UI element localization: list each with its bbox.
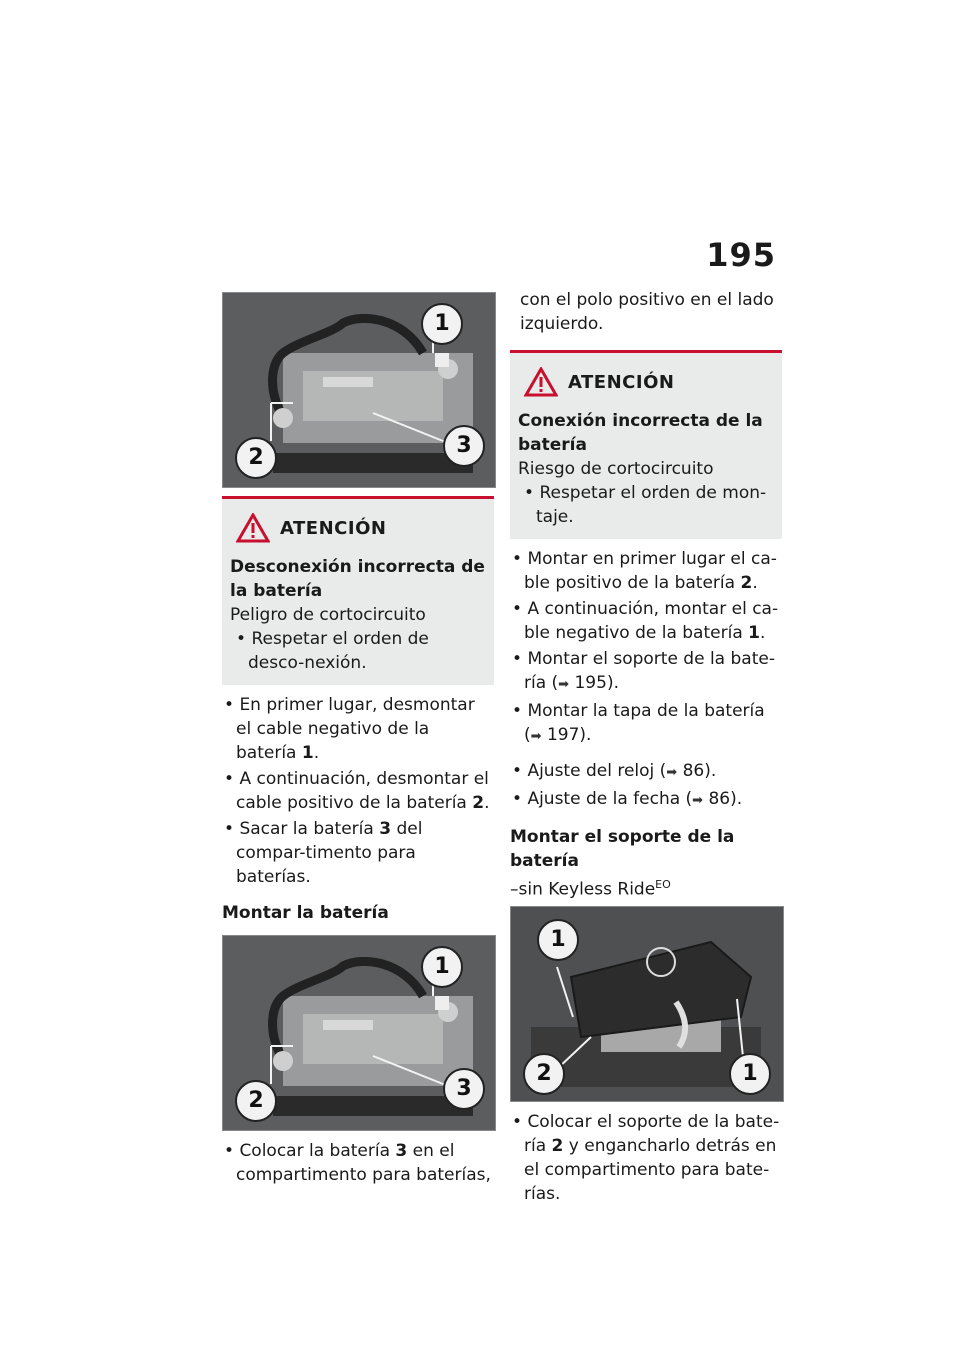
arrow-right-icon: ➡ xyxy=(666,765,678,780)
callout-2: 2 xyxy=(235,437,277,479)
list-item: • Montar el soporte de la bate-ría (➡ 195). xyxy=(512,649,775,693)
callout-1: 1 xyxy=(537,919,579,961)
page-ref[interactable]: 86 xyxy=(708,789,731,809)
warning-title: ATENCIÓN xyxy=(568,371,675,393)
warning-subtitle: Desconexión incorrecta de la batería xyxy=(230,557,485,601)
warning-triangle-icon xyxy=(236,513,270,543)
list-item: • A continuación, montar el ca-ble negativo de la batería 1. xyxy=(512,599,779,643)
page-ref[interactable]: 86 xyxy=(682,761,705,781)
warning-bullet: • Respetar el orden de mon-taje. xyxy=(524,483,767,527)
page-number: 195 xyxy=(706,236,776,274)
arrow-right-icon: ➡ xyxy=(530,729,542,744)
callout-1: 1 xyxy=(421,303,463,345)
list-item: • En primer lugar, desmontar el cable negativo de la batería 1. xyxy=(224,695,475,763)
variant-label: –sin Keyless Ride$^{EO}$ xyxy=(510,878,671,900)
continuation-text: con el polo positivo en el lado izquierdo. xyxy=(520,290,774,334)
right-column xyxy=(510,288,782,1206)
warning-bullet: • Respetar el orden de desco-nexión. xyxy=(236,629,429,673)
callout-2: 2 xyxy=(235,1080,277,1122)
warning-box-disconnect xyxy=(222,496,494,685)
list-item: • Montar en primer lugar el ca-ble positivo de la batería 2. xyxy=(512,549,777,593)
list-item: • Colocar el soporte de la bate-ría 2 y engancharlo detrás en el compartimento para bate-rías. xyxy=(512,1111,780,1204)
page-ref[interactable]: 195 xyxy=(574,673,607,693)
warning-text: Peligro de cortocircuito xyxy=(230,605,426,625)
left-column xyxy=(222,292,494,1187)
callout-1: 1 xyxy=(421,946,463,988)
list-item: • Colocar la batería 3 en el compartimento para baterías, xyxy=(224,1141,491,1185)
section-heading: Montar la batería xyxy=(222,903,389,923)
callout-3: 3 xyxy=(443,1068,485,1110)
list-item: • A continuación, desmontar el cable positivo de la batería 2. xyxy=(224,769,490,813)
battery-holder-figure xyxy=(510,906,784,1102)
callout-2: 2 xyxy=(523,1053,565,1095)
warning-text: Riesgo de cortocircuito xyxy=(518,459,714,479)
arrow-right-icon: ➡ xyxy=(558,677,570,692)
section-heading: Montar el soporte de la batería xyxy=(510,827,735,871)
arrow-right-icon: ➡ xyxy=(692,793,704,808)
warning-box-connect xyxy=(510,350,782,539)
list-item: • Montar la tapa de la batería (➡ 197). xyxy=(512,701,765,745)
battery-figure-2 xyxy=(222,935,496,1131)
list-item: • Sacar la batería 3 del compar-timento para baterías. xyxy=(224,819,423,887)
list-item: • Ajuste del reloj (➡ 86). xyxy=(512,761,717,781)
warning-triangle-icon xyxy=(524,367,558,397)
callout-1: 1 xyxy=(729,1053,771,1095)
callout-3: 3 xyxy=(443,425,485,467)
list-item: • Ajuste de la fecha (➡ 86). xyxy=(512,789,743,809)
warning-subtitle: Conexión incorrecta de la batería xyxy=(518,411,763,455)
page-ref[interactable]: 197 xyxy=(546,725,580,745)
warning-title: ATENCIÓN xyxy=(280,517,387,539)
battery-figure-1 xyxy=(222,292,496,488)
